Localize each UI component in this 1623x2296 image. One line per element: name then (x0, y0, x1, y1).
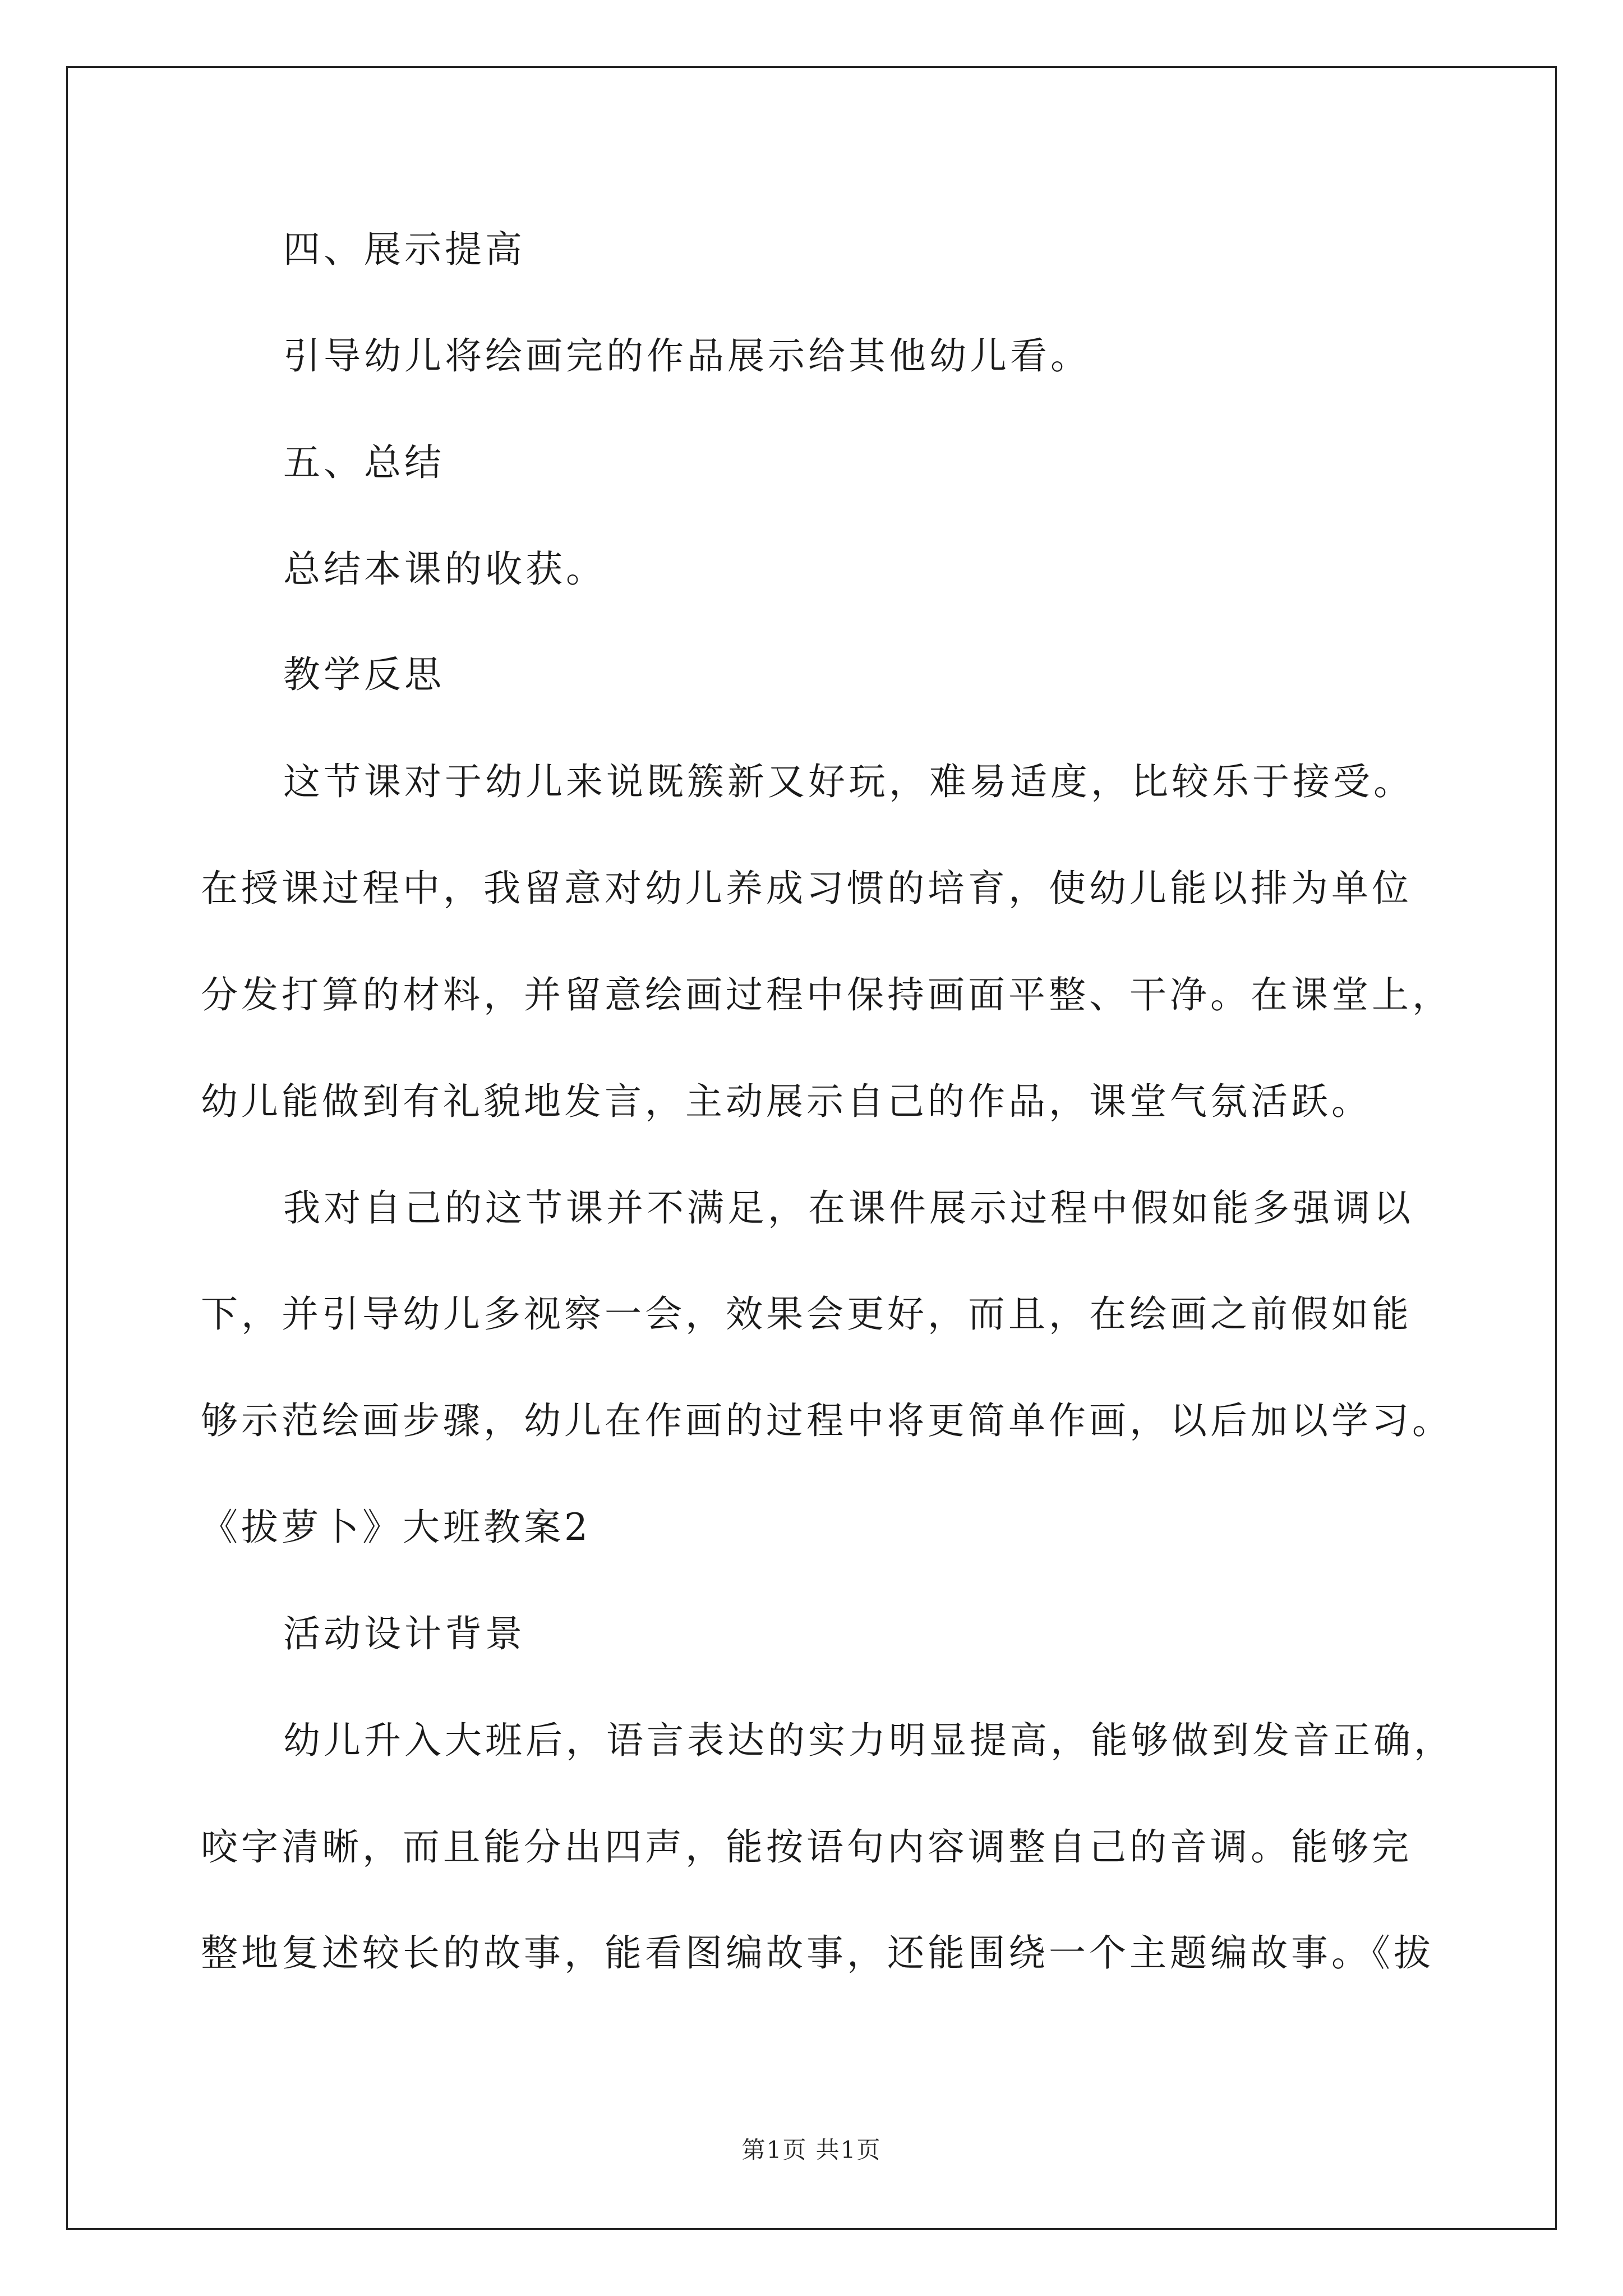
section-heading: 五、总结 (283, 441, 445, 484)
page-border (66, 66, 1557, 2230)
paragraph-line: 分发打算的材料，并留意绘画过程中保持画面平整、干净。在课堂上， (201, 973, 1453, 1016)
section-heading: 活动设计背景 (283, 1612, 525, 1655)
document-title: 《拔萝卜》大班教案2 (201, 1506, 591, 1549)
paragraph-line: 我对自己的这节课并不满足，在课件展示过程中假如能多强调以 (283, 1186, 1414, 1230)
page-footer: 第1页 共1页 (741, 2136, 882, 2164)
paragraph-line: 引导幼儿将绘画完的作品展示给其他幼儿看。 (283, 334, 1091, 378)
paragraph-line: 下，并引导幼儿多视察一会，效果会更好，而且，在绘画之前假如能 (201, 1292, 1412, 1336)
paragraph-line: 够示范绘画步骤，幼儿在作画的过程中将更简单作画，以后加以学习。 (201, 1399, 1453, 1442)
paragraph-line: 咬字清晰，而且能分出四声，能按语句内容调整自己的音调。能够完 (201, 1825, 1412, 1869)
paragraph-line: 整地复述较长的故事，能看图编故事，还能围绕一个主题编故事。《拔 (201, 1931, 1434, 1975)
paragraph-line: 在授课过程中，我留意对幼儿养成习惯的培育，使幼儿能以排为单位 (201, 867, 1412, 910)
section-heading: 四、展示提高 (283, 228, 525, 271)
paragraph-line: 总结本课的收获。 (283, 547, 606, 591)
paragraph-line: 幼儿升入大班后，语言表达的实力明显提高，能够做到发音正确， (283, 1719, 1454, 1762)
paragraph-line: 幼儿能做到有礼貌地发言，主动展示自己的作品，课堂气氛活跃。 (201, 1080, 1372, 1123)
section-heading: 教学反思 (283, 653, 445, 696)
paragraph-line: 这节课对于幼儿来说既簇新又好玩，难易适度，比较乐于接受。 (283, 760, 1414, 803)
